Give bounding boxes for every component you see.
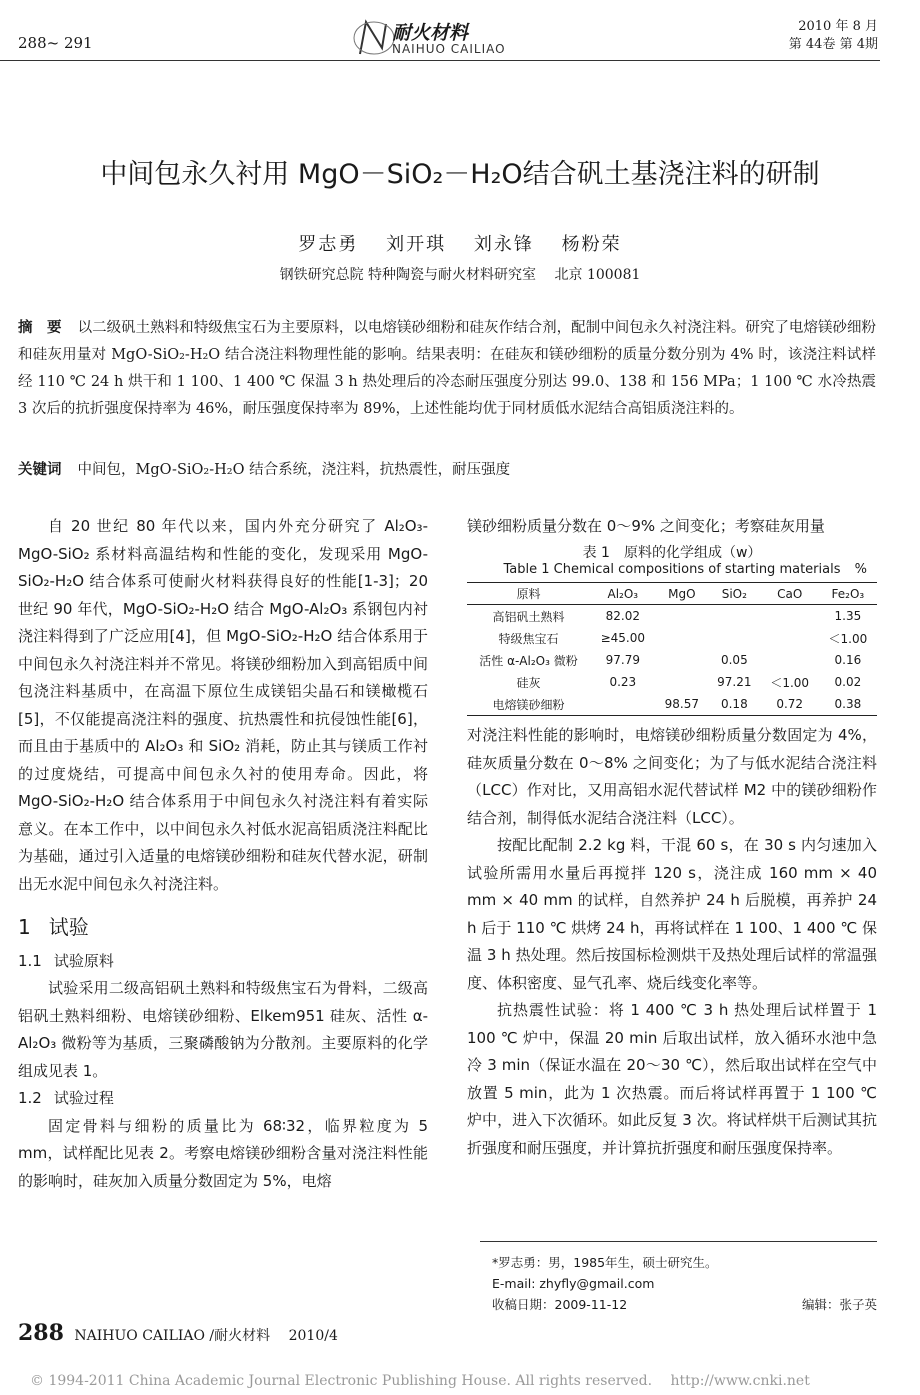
table-cell: 0.05 xyxy=(720,653,748,667)
table-cell: 电熔镁砂细粉 xyxy=(467,693,590,716)
right-column-body xyxy=(467,722,877,1162)
journal-name-cn: 耐火材料 xyxy=(392,22,469,44)
footnote-author: *罗志勇：男，1985年生，硕士研究生。 xyxy=(492,1255,718,1270)
table-cell: ＜1.00 xyxy=(770,675,810,690)
right-column-top: 镁砂细粉质量分数在 0～9% 之间变化；考察硅灰用量 xyxy=(467,517,825,535)
abstract-text: 以二级矾土熟料和特级焦宝石为主要原料，以电熔镁砂细粉和硅灰作结合剂，配制中间包永久衬浇注料。研究了电熔镁砂细粉和硅灰用量对 MgO-SiO₂-H₂O 结合浇注料物理性能的影响。结果表明：在硅灰和镁砂细粉的质量分数分别为 4% 时，该浇注料试样经 110 ℃ 24 h 烘干和 1 100、1 400 ℃ 保温 3 h 热处理后的冷态耐压强度分别达 99.0、138 和 156 MPa；1 100 ℃ 水冷热震 3 次后的抗折强度保持率为 46%，耐压强度保持率为 89%，上述性能均优于同材质低水泥结合高铝质浇注料的。 xyxy=(18,320,877,417)
section-title: 试验 xyxy=(48,915,89,939)
table-cell xyxy=(590,693,656,716)
page-number: 288 xyxy=(18,1320,64,1346)
table-caption-cn: 表 1 原料的化学组成（w） xyxy=(582,545,762,561)
affiliation: 钢铁研究总院 特种陶瓷与耐火材料研究室 北京 100081 xyxy=(279,267,641,283)
issue-volume: 第 44卷 第 4期 xyxy=(788,37,878,52)
section-heading-experiment xyxy=(18,914,428,942)
keywords xyxy=(18,457,876,483)
table-cell: 0.02 xyxy=(834,675,862,689)
table-cell: 97.79 xyxy=(605,653,640,667)
issue-info xyxy=(789,18,878,54)
table-row xyxy=(467,649,877,671)
journal-logo xyxy=(352,14,552,62)
table-row xyxy=(467,671,877,693)
table-header: Fe₂O₃ xyxy=(819,583,877,605)
table-cell xyxy=(761,649,819,671)
table-cell: 98.57 xyxy=(656,693,709,716)
issue-date: 2010 年 8 月 xyxy=(798,19,878,34)
table-cell: 82.02 xyxy=(605,609,640,623)
footnote xyxy=(492,1252,877,1315)
table-cell: 0.72 xyxy=(761,693,819,716)
table-cell: 1.35 xyxy=(834,609,862,623)
subsection-title: 试验原料 xyxy=(53,951,114,970)
keywords-label: 关键词 xyxy=(18,462,62,478)
table-cell xyxy=(656,627,709,649)
chemical-composition-table xyxy=(467,582,877,716)
table-cell xyxy=(708,627,761,649)
table-cell: 0.16 xyxy=(834,653,862,667)
lcc-paragraph: 对浇注料性能的影响时，电熔镁砂细粉质量分数固定为 4%，硅灰质量分数在 0～8% 之间变化；为了与低水泥结合浇注料（LCC）作对比，又用高铝水泥代替试样 M2 中的镁砂细粉作结合剂，制得低水泥结合浇注料（LCC）。 xyxy=(467,726,877,827)
footer-journal: NAIHUO CAILIAO /耐火材料 2010/4 xyxy=(74,1328,338,1344)
table-caption-en: Table 1 Chemical compositions of starting materials xyxy=(503,562,841,577)
materials-paragraph: 试验采用二级高铝矾土熟料和特级焦宝石为骨料，二级高铝矾土熟料细粉、电熔镁砂细粉、Elkem951 硅灰、活性 α-Al₂O₃ 微粉等为基质，三聚磷酸钠为分散剂。主要原料的化学组成见表 1。 xyxy=(18,979,428,1080)
subsection-title: 试验过程 xyxy=(53,1089,114,1107)
table-cell: ＜1.00 xyxy=(828,631,868,646)
subsection-heading-process xyxy=(18,1085,428,1113)
footnote-editor: 编辑：张子英 xyxy=(801,1297,877,1312)
keywords-text: 中间包，MgO-SiO₂-H₂O 结合系统，浇注料，抗热震性，耐压强度 xyxy=(77,462,511,478)
subsection-heading-materials xyxy=(18,948,428,976)
table-cell: 高铝矾土熟料 xyxy=(492,609,565,624)
section-number: 1 xyxy=(18,915,31,939)
abstract-label: 摘 要 xyxy=(18,320,62,336)
table-cell xyxy=(656,605,709,628)
process-paragraph: 固定骨料与细粉的质量比为 68∶32，临界粒度为 5 mm，试样配比见表 2。考察电熔镁砂细粉含量对浇注料性能的影响时，硅灰加入质量分数固定为 5%，电熔 xyxy=(18,1116,428,1190)
table-cell: 特级焦宝石 xyxy=(498,631,559,646)
author-list: 罗志勇 刘开琪 刘永锋 杨粉荣 xyxy=(298,234,622,255)
table-row xyxy=(467,693,877,716)
table-header: CaO xyxy=(761,583,819,605)
table-cell: 活性 α-Al₂O₃ 微粉 xyxy=(479,653,578,668)
footnote-received: 收稿日期：2009-11-12 xyxy=(492,1297,628,1312)
table-cell: 0.18 xyxy=(708,693,761,716)
table-header: Al₂O₃ xyxy=(590,583,656,605)
table-cell xyxy=(761,627,819,649)
abstract xyxy=(18,315,876,423)
table-unit: % xyxy=(854,562,867,577)
table-cell xyxy=(656,671,709,693)
table-cell xyxy=(708,605,761,628)
table-cell: 0.38 xyxy=(819,693,877,716)
table-cell: 硅灰 xyxy=(516,675,541,690)
table-cell: 0.23 xyxy=(609,675,637,689)
table-header: MgO xyxy=(656,583,709,605)
article-title: 中间包永久衬用 MgO－SiO₂－H₂O结合矾土基浇注料的研制 xyxy=(100,159,820,190)
table-row xyxy=(467,627,877,649)
table-caption-en-row xyxy=(467,562,877,577)
footnote-rule xyxy=(480,1241,877,1242)
preparation-paragraph: 按配比配制 2.2 kg 料，干混 60 s，在 30 s 内匀速加入试验所需用水量后再搅拌 120 s，浇注成 160 mm × 40 mm × 40 mm 的试样，自然养护 24 h 后脱模，再养护 24 h 后于 110 ℃ 烘烤 24 h，再将试样在 1 100、1 400 ℃ 保温 3 h 热处理。然后按国标检测烘干及热处理后试样的常温强度、体积密度、显气孔率、烧后线变化率等。 xyxy=(467,836,877,992)
page-footer xyxy=(18,1320,338,1346)
header-rule xyxy=(0,60,880,61)
table-cell: ≥45.00 xyxy=(600,631,645,645)
journal-logo-icon xyxy=(352,14,396,62)
table-header-row xyxy=(467,583,877,605)
table-cell xyxy=(656,649,709,671)
intro-paragraph: 自 20 世纪 80 年代以来，国内外充分研究了 Al₂O₃-MgO-SiO₂ 系材料高温结构和性能的变化，发现采用 MgO-SiO₂-H₂O 结合体系可使耐火材料获得良好的性能[1-3]；20 世纪 90 年代，MgO-SiO₂-H₂O 结合 MgO-Al₂O₃ 系钢包内衬浇注料得到了广泛应用[4]，但 MgO-SiO₂-H₂O 结合体系用于中间包永久衬浇注料并不常见。将镁砂细粉加入到高铝质中间包浇注料基质中，在高温下原位生成镁铝尖晶石和镁橄榄石[5]，不仅能提高浇注料的强度、抗热震性和抗侵蚀性能[6]，而且由于基质中的 Al₂O₃ 和 SiO₂ 消耗，防止其与镁质工作衬的过度烧结，可提高中间包永久衬的使用寿命。因此，将 MgO-SiO₂-H₂O 结合体系用于中间包永久衬浇注料有着实际意义。在本工作中，以中间包永久衬低水泥高铝质浇注料配比为基础，通过引入适量的电熔镁砂细粉和硅灰代替水泥，研制出无水泥中间包永久衬浇注料。 xyxy=(18,517,428,893)
copyright-notice: © 1994-2011 China Academic Journal Electronic Publishing House. All rights reserved. http://www.cnki.net xyxy=(30,1373,810,1389)
left-column xyxy=(18,513,428,1195)
page-range: 288~ 291 xyxy=(18,34,93,52)
table-cell xyxy=(761,605,819,628)
table-header: SiO₂ xyxy=(708,583,761,605)
subsection-number: 1.1 xyxy=(18,951,42,970)
journal-name-en: NAIHUO CAILIAO xyxy=(392,42,506,56)
table-cell: 97.21 xyxy=(717,675,752,689)
thermal-shock-paragraph: 抗热震性试验：将 1 400 ℃ 3 h 热处理后试样置于 1 100 ℃ 炉中，保温 20 min 后取出试样，放入循环水池中急冷 3 min（保证水温在 20～30 ℃），然后取出试样在空气中放置 5 min，此为 1 次热震。而后将试样再置于 1 100 ℃ 炉中，进入下次循环。如此反复 3 次。将试样烘干后测试其抗折强度和耐压强度，并计算抗折强度和耐压强度保持率。 xyxy=(467,1001,877,1157)
table-header: 原料 xyxy=(467,583,590,605)
table-row xyxy=(467,605,877,628)
footnote-email: E-mail: zhyfly@gmail.com xyxy=(492,1276,655,1291)
subsection-number: 1.2 xyxy=(18,1089,42,1107)
